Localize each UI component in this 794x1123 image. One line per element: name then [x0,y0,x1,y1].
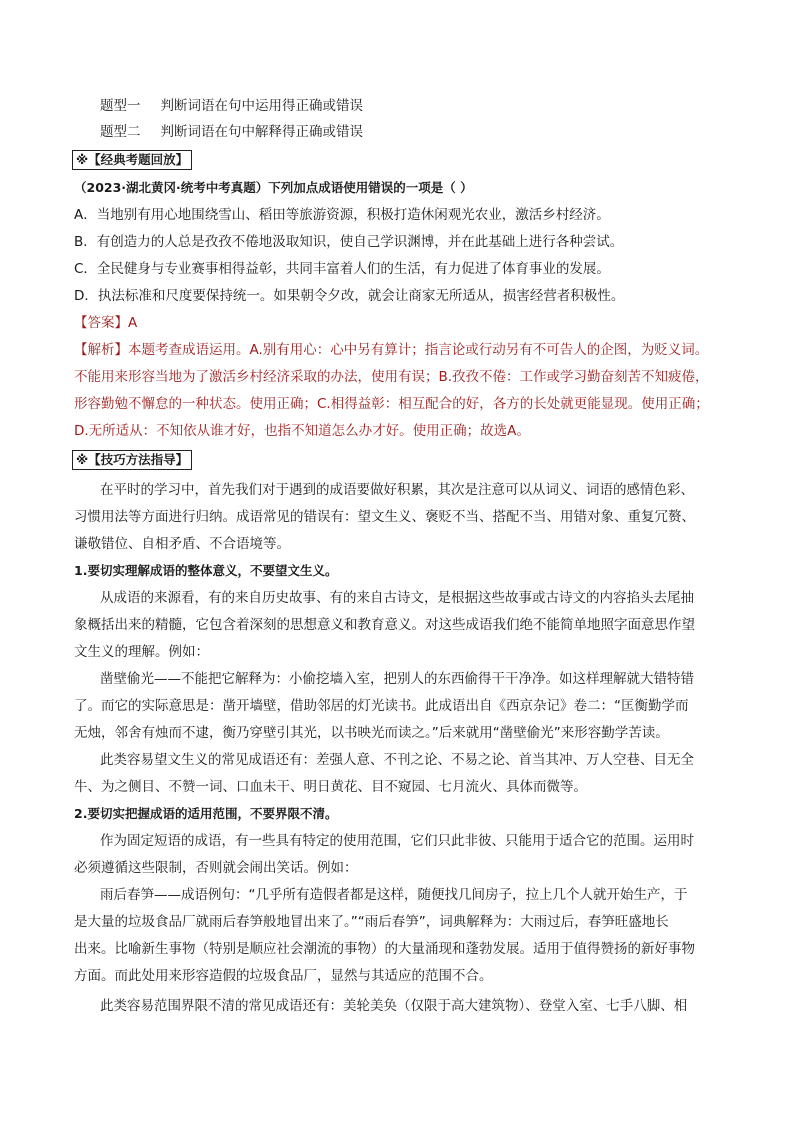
p1-line-2: 象概括出来的精髓，它包含着深刻的思想意义和教育意义。对这些成语我们绝不能简单地照字面意思作望 [74,617,695,633]
option-b: B．有创造力的人总是孜孜不倦地汲取知识，使自己学识渊博，并在此基础上进行各种尝试。 [74,234,624,250]
p3-line-2: 牛、为之侧目、不赞一词、口血未干、明日黄花、目不窥园、七月流火、具体而微等。 [74,779,587,795]
option-c: C．全民健身与专业赛事相得益彰，共同丰富着人们的生活，有力促进了体育事业的发展。 [74,261,610,277]
intro-line-1: 在平时的学习中，首先我们对于遇到的成语要做好积累，其次是注意可以从词义、词语的感情色彩、 [100,482,694,498]
section-title-classic-questions [72,150,732,170]
analysis-line-4: D.无所适从：不知依从谁才好，也指不知道怎么办才好。使用正确；故选A。 [74,423,530,439]
heading-1: 1.要切实理解成语的整体意义，不要望文生义。 [74,563,338,578]
p4-line-2: 必须遵循这些限制，否则就会闹出笑话。例如： [74,860,358,876]
heading-2: 2.要切实把握成语的适用范围，不要界限不清。 [74,806,338,821]
answer-label: 【答案】 [74,315,128,331]
analysis-line-3: 形容勤勉不懈怠的一种状态。使用正确；C.相得益彰：相互配合的好，各方的长处就更能显现。使用正确； [74,396,709,412]
p5-line-3: 出来。比喻新生事物（特别是顺应社会潮流的事物）的大量涌现和蓬勃发展。适用于值得赞扬的新好事物 [74,941,695,957]
intro-line-2: 习惯用法等方面进行归纳。成语常见的错误有：望文生义、褒贬不当、搭配不当、用错对象、重复冗赘、 [74,509,695,525]
section-title-techniques [72,450,732,470]
p5-line-2: 是大量的垃圾食品厂就雨后春笋般地冒出来了。”“雨后春笋”，词典解释为：大雨过后，春笋旺盛地长 [74,914,669,930]
p3-line-1: 此类容易望文生义的常见成语还有：差强人意、不刊之论、不易之论、首当其冲、万人空巷、目无全 [100,752,694,768]
answer-line [74,313,734,333]
p1-line-1: 从成语的来源看，有的来自历史故事、有的来自古诗文，是根据这些故事或古诗文的内容掐头去尾抽 [100,590,694,606]
answer-value: A [128,315,138,331]
p2-line-2: 了。而它的实际意思是：凿开墙壁，借助邻居的灯光读书。此成语出自《西京杂记》卷二：“匡衡勤学而 [74,698,689,714]
p2-line-1: 凿壁偷光——不能把它解释为：小偷挖墙入室，把别人的东西偷得干干净净。如这样理解就大错特错 [100,671,694,687]
analysis-label: 【解析】 [74,342,128,358]
topic-2 [100,122,760,142]
section-title-box-2: ※【技巧方法指导】 [72,450,192,470]
p6-line-1: 此类容易范围界限不清的常见成语还有：美轮美奂（仅限于高大建筑物）、登堂入室、七手八脚、相 [100,998,688,1014]
analysis-line-1 [74,340,734,360]
analysis-text-1: 本题考查成语运用。A.别有用心：心中另有算计；指言论或行动另有不可告人的企图，为贬义词。 [128,342,709,358]
option-d: D．执法标准和尺度要保持统一。如果朝令夕改，就会让商家无所适从，损害经营者积极性。 [74,288,625,304]
option-a: A．当地别有用心地围绕雪山、稻田等旅游资源，积极打造休闲观光农业，激活乡村经济。 [74,207,610,223]
p4-line-1: 作为固定短语的成语，有一些具有特定的使用范围，它们只此非彼、只能用于适合它的范围。运用时 [100,833,694,849]
section-title-box: ※【经典考题回放】 [72,150,192,170]
p2-line-3: 无烛，邻舍有烛而不逮，衡乃穿壁引其光，以书映光而读之。”后来就用“凿壁偷光”来形容勤学苦读。 [74,725,669,741]
intro-line-3: 谦敬错位、自相矛盾、不合语境等。 [74,536,290,552]
topic-1-text: 判断词语在句中运用得正确或错误 [160,98,363,114]
topic-2-label: 题型二 [100,124,141,140]
topic-1 [100,96,760,116]
topic-1-label: 题型一 [100,98,141,114]
question-stem: （2023·湖北黄冈·统考中考真题）下列加点成语使用错误的一项是（ ） [74,180,473,195]
topic-2-text: 判断词语在句中解释得正确或错误 [160,124,363,140]
analysis-line-2: 不能用来形容当地为了激活乡村经济采取的办法，使用有误；B.孜孜不倦：工作或学习勤奋刻苦不知疲倦， [74,369,709,385]
p5-line-1: 雨后春笋——成语例句：“几乎所有造假者都是这样，随便找几间房子，拉上几个人就开始生产，于 [100,887,688,903]
p5-line-4: 方面。而此处用来形容造假的垃圾食品厂，显然与其适应的范围不合。 [74,968,493,984]
p1-line-3: 文生义的理解。例如： [74,644,209,660]
